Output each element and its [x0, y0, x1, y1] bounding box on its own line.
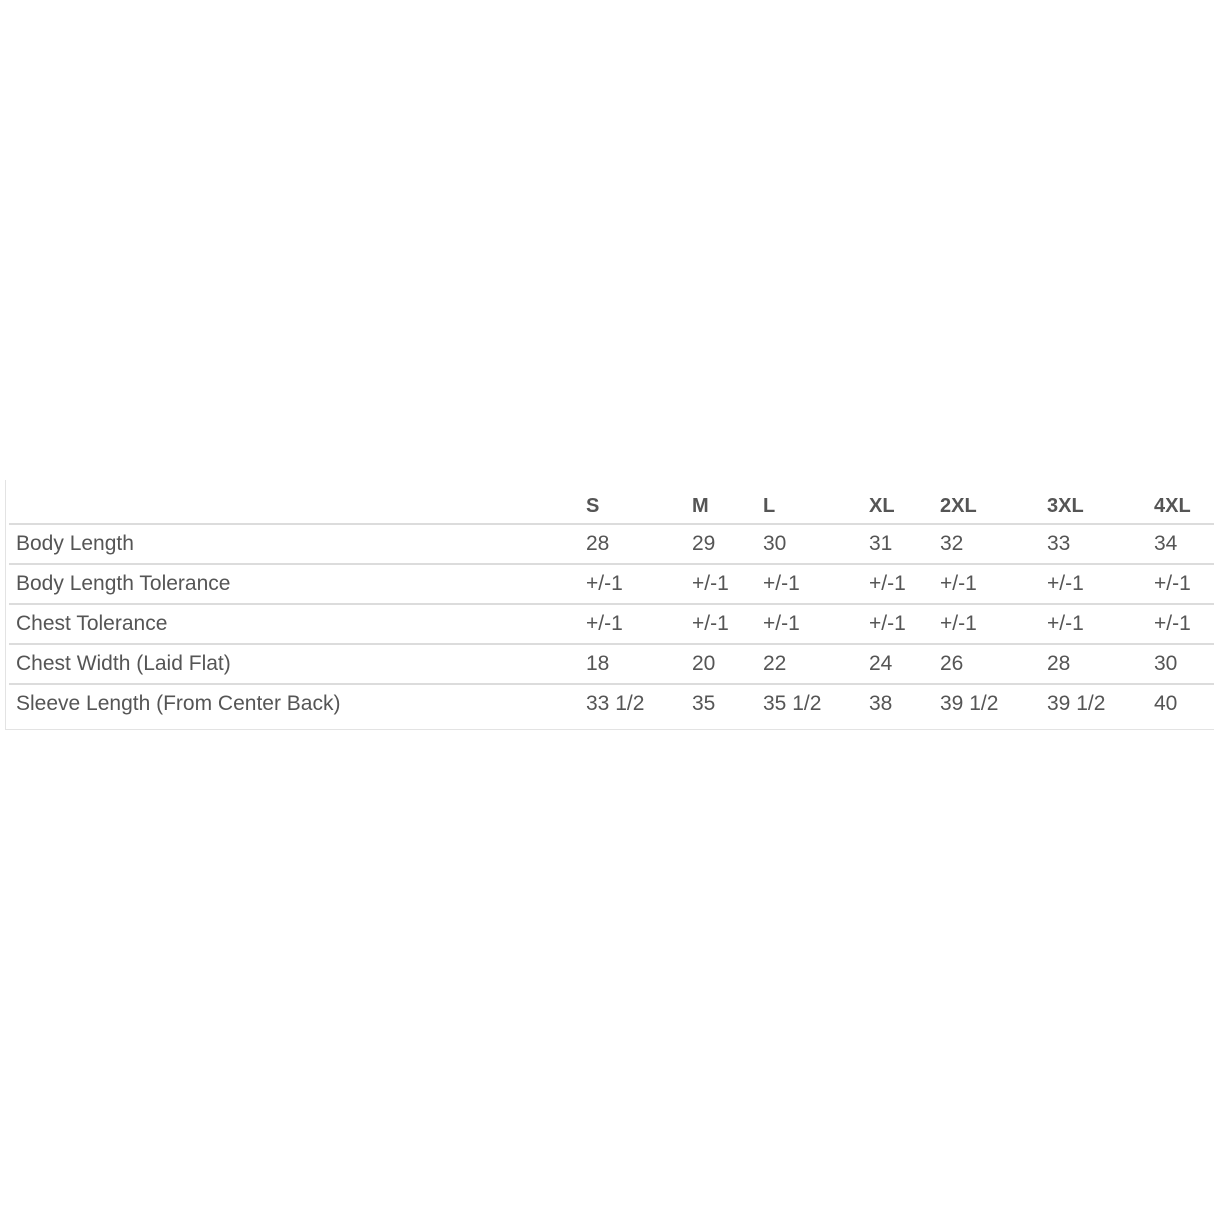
table-cell: 29	[685, 524, 756, 564]
header-cell-l: L	[756, 480, 862, 524]
table-cell: +/-1	[579, 564, 685, 604]
size-chart-table	[9, 480, 1214, 723]
table-cell: +/-1	[933, 604, 1040, 644]
table-cell: 39 1/2	[1047, 692, 1106, 715]
table-cell: +/-1	[1147, 564, 1214, 604]
header-cell-2xl: 2XL	[933, 480, 1040, 524]
row-label: Sleeve Length (From Center Back)	[16, 692, 341, 715]
table-cell: +/-1	[756, 604, 862, 644]
table-row	[9, 604, 1214, 644]
row-label: Body Length	[9, 524, 579, 564]
table-cell: +/-1	[756, 564, 862, 604]
table-cell: 32	[933, 524, 1040, 564]
table-cell: 40	[1154, 692, 1178, 715]
table-row	[9, 524, 1214, 564]
header-cell-xl: XL	[862, 480, 933, 524]
table-cell: +/-1	[862, 564, 933, 604]
table-cell: 35	[692, 692, 716, 715]
table-cell: +/-1	[1147, 604, 1214, 644]
row-label: Chest Tolerance	[9, 604, 579, 644]
table-cell: 35 1/2	[763, 692, 822, 715]
table-cell: 24	[862, 644, 933, 684]
table-cell: +/-1	[1040, 564, 1147, 604]
table-cell: 26	[933, 644, 1040, 684]
header-row	[9, 480, 1214, 524]
table-cell: +/-1	[862, 604, 933, 644]
header-cell-measurement	[9, 480, 579, 524]
header-cell-m: M	[685, 480, 756, 524]
table-cell: +/-1	[579, 604, 685, 644]
table-cell: 38	[869, 692, 893, 715]
table-cell: 30	[756, 524, 862, 564]
table-cell: 28	[579, 524, 685, 564]
table-cell: 20	[685, 644, 756, 684]
table-cell: +/-1	[685, 604, 756, 644]
table-row	[9, 644, 1214, 684]
table-row	[9, 684, 1214, 723]
table-cell: 30	[1147, 644, 1214, 684]
table-cell: +/-1	[933, 564, 1040, 604]
size-chart-container	[5, 480, 1214, 730]
table-cell: 28	[1040, 644, 1147, 684]
header-cell-s: S	[579, 480, 685, 524]
table-cell: 31	[862, 524, 933, 564]
header-cell-4xl: 4XL	[1147, 480, 1214, 524]
table-cell: 18	[579, 644, 685, 684]
table-row	[9, 564, 1214, 604]
table-cell: 34	[1147, 524, 1214, 564]
row-label: Chest Width (Laid Flat)	[9, 644, 579, 684]
table-cell: 39 1/2	[940, 692, 999, 715]
header-cell-3xl: 3XL	[1040, 480, 1147, 524]
table-cell: +/-1	[1040, 604, 1147, 644]
table-cell: +/-1	[685, 564, 756, 604]
row-label: Body Length Tolerance	[9, 564, 579, 604]
table-cell: 33	[1040, 524, 1147, 564]
table-cell: 33 1/2	[586, 692, 645, 715]
table-cell: 22	[756, 644, 862, 684]
